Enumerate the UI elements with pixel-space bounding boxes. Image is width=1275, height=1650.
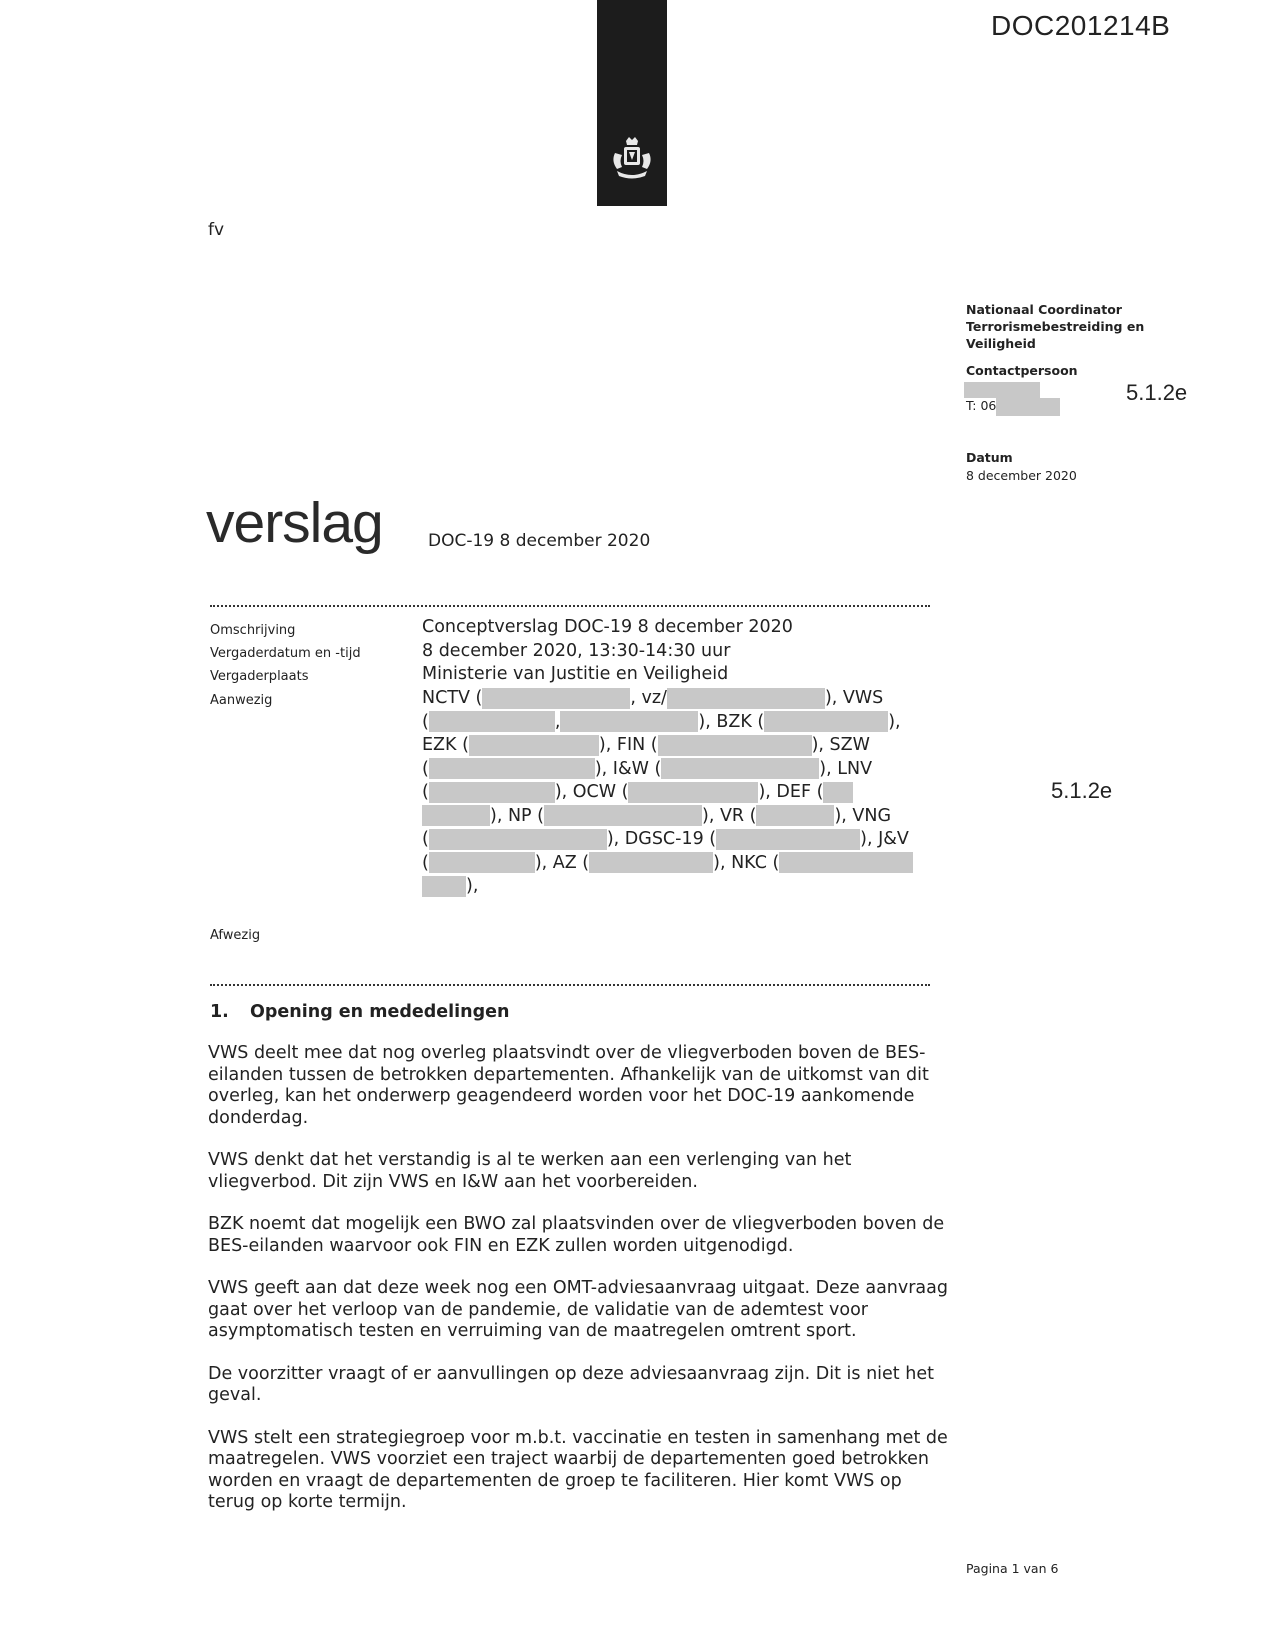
- divider: [210, 984, 930, 986]
- attendee-line: ( ), AZ ( ), NKC (: [422, 852, 942, 876]
- attendee-line: ( ), DGSC-19 ( ), J&V: [422, 829, 909, 849]
- section-title: Opening en mededelingen: [250, 1002, 510, 1022]
- section-heading: [210, 1002, 509, 1022]
- attendee-line: ), NP ( ), VR ( ), VNG: [422, 805, 942, 829]
- attendee-line: ),: [422, 875, 942, 899]
- label-datum-tijd: Vergaderdatum en -tijd: [210, 646, 361, 661]
- org-line: Veiligheid: [966, 336, 1036, 351]
- paragraph: De voorzitter vraagt of er aanvullingen op deze adviesaanvraag zijn. Dit is niet het geval.: [208, 1363, 934, 1405]
- government-logo-bar: [597, 0, 667, 206]
- label-aanwezig: Aanwezig: [210, 693, 273, 708]
- coat-of-arms-icon: [607, 135, 657, 185]
- paragraph: BZK noemt dat mogelijk een BWO zal plaatsvinden over de vliegverboden boven de BES-eilanden waarvoor ook FIN en EZK zullen worden uitgenodigd.: [208, 1214, 945, 1256]
- section-number: 1.: [210, 1002, 229, 1022]
- redacted-phone: [996, 398, 1060, 416]
- attendee-line: EZK ( ), FIN ( ), SZW: [422, 735, 870, 755]
- datum-tijd-value: 8 december 2020, 13:30-14:30 uur: [422, 641, 731, 661]
- page-number: Pagina 1 van 6: [966, 1561, 1059, 1576]
- divider: [210, 605, 930, 607]
- datum-value: 8 december 2020: [966, 468, 1077, 483]
- label-omschrijving: Omschrijving: [210, 623, 296, 638]
- label-afwezig: Afwezig: [210, 928, 261, 943]
- attendee-line: ( ), I&W ( ), LNV: [422, 758, 873, 779]
- redaction-code: 5.1.2e: [1051, 778, 1113, 803]
- document-subtitle: DOC-19 8 december 2020: [428, 531, 651, 551]
- redacted-contact-name: [964, 382, 1040, 398]
- attendee-line: ( ), OCW ( ), DEF (: [422, 781, 942, 805]
- paragraph: VWS denkt dat het verstandig is al te werken aan een verlenging van het vliegverbod. Dit zijn VWS en I&W aan het voorbereiden.: [208, 1150, 852, 1192]
- attendee-line: ( , ), BZK ( ),: [422, 711, 901, 732]
- initials: fv: [208, 220, 225, 240]
- org-line: Nationaal Coordinator: [966, 302, 1122, 317]
- redaction-code: 5.1.2e: [1126, 380, 1188, 405]
- paragraph: VWS geeft aan dat deze week nog een OMT-adviesaanvraag uitgaat. Deze aanvraag gaat over het verloop van de pandemie, de validatie van de ademtest voor asymptomatisch testen en verruiming van de maatregelen omtrent sport.: [208, 1278, 948, 1341]
- org-line: Terrorismebestreiding en: [966, 319, 1145, 334]
- document-code: DOC201214B: [991, 10, 1171, 41]
- phone-prefix: T: 06: [966, 398, 997, 413]
- paragraph: VWS deelt mee dat nog overleg plaatsvindt over de vliegverboden boven de BES-eilanden tussen de betrokken departementen. Afhankelijk van de uitkomst van dit overleg, kan het onderwerp geagendeerd worden voor het DOC-19 aankomende donderdag.: [208, 1043, 929, 1128]
- organization-name: [966, 301, 1196, 352]
- section-body: [208, 1043, 948, 1535]
- contact-phone: [966, 397, 1060, 416]
- attendees-list: [422, 687, 942, 899]
- attendee-line: NCTV ( , vz/ ), VWS: [422, 688, 884, 708]
- omschrijving-value: Conceptverslag DOC-19 8 december 2020: [422, 617, 793, 637]
- plaats-value: Ministerie van Justitie en Veiligheid: [422, 664, 729, 684]
- document-title: verslag: [206, 491, 383, 555]
- label-plaats: Vergaderplaats: [210, 669, 309, 684]
- paragraph: VWS stelt een strategiegroep voor m.b.t. vaccinatie en testen in samenhang met de maatregelen. VWS voorziet een traject waarbij de departementen goed betrokken worden en vraagt de departementen de groep te faciliteren. Hier komt VWS op terug op korte termijn.: [208, 1427, 948, 1512]
- contact-heading: Contactpersoon: [966, 363, 1078, 378]
- datum-heading: Datum: [966, 450, 1013, 465]
